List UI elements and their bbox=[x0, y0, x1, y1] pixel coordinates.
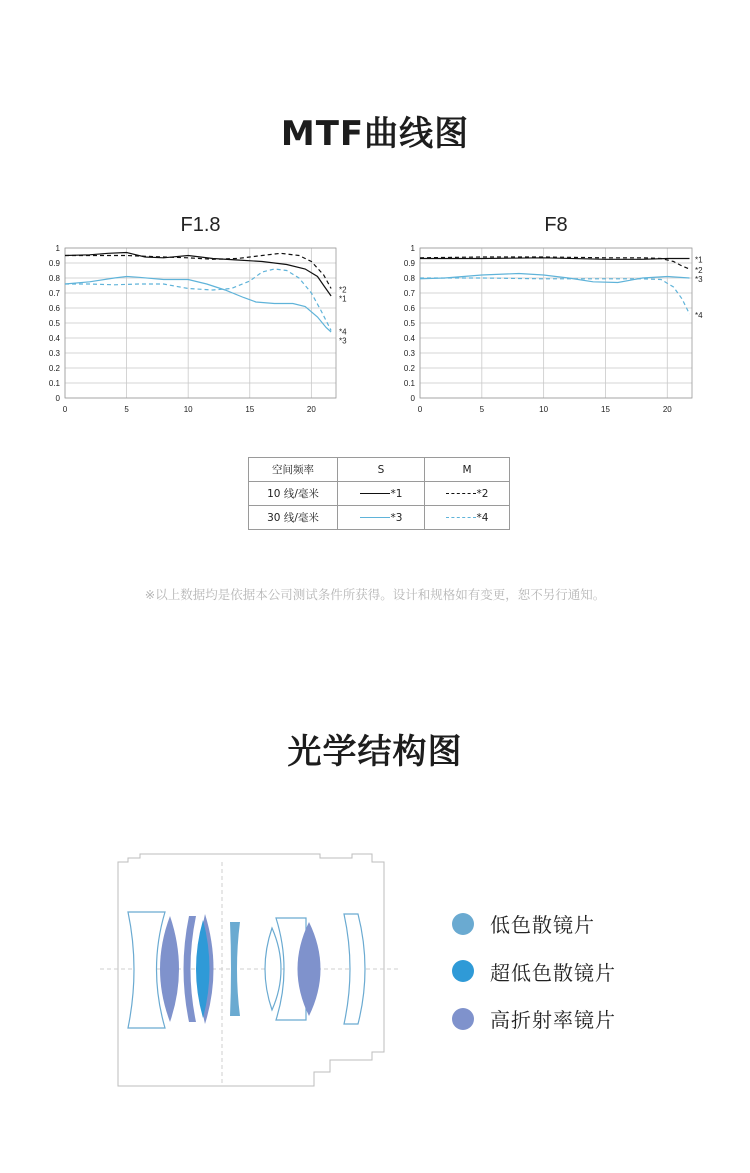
solid-black-line-icon bbox=[360, 493, 390, 494]
x-tick-label: 20 bbox=[662, 405, 672, 414]
legend-header-m: M bbox=[425, 458, 510, 482]
mtf-legend-table bbox=[248, 457, 510, 530]
dashed-blue-line-icon bbox=[446, 517, 476, 518]
legend-header-s: S bbox=[338, 458, 425, 482]
series-end-label: *3 bbox=[339, 336, 347, 346]
ultra-low-dispersion-dot-icon bbox=[452, 960, 474, 982]
lens-element-low-dispersion bbox=[276, 918, 306, 1020]
y-tick-label: 1 bbox=[55, 244, 60, 253]
y-tick-label: 0.7 bbox=[48, 289, 60, 298]
x-tick-label: 20 bbox=[306, 405, 316, 414]
mtf-charts bbox=[0, 0, 750, 440]
y-tick-label: 0 bbox=[410, 394, 415, 403]
disclaimer-note: ※以上数据均是依据本公司测试条件所获得。设计和规格如有变更，恕不另行通知。 bbox=[144, 587, 606, 602]
x-tick-label: 5 bbox=[124, 405, 129, 414]
optics-section-title: 光学结构图 bbox=[287, 732, 463, 772]
y-tick-label: 0.6 bbox=[48, 304, 60, 313]
y-tick-label: 0.9 bbox=[48, 259, 60, 268]
y-tick-label: 0.3 bbox=[403, 349, 415, 358]
lens-element-high-refraction bbox=[160, 916, 179, 1022]
y-tick-label: 1 bbox=[410, 244, 415, 253]
series-line bbox=[420, 278, 690, 314]
series-line bbox=[65, 277, 331, 333]
legend-series-label: *3 bbox=[390, 511, 403, 524]
low-dispersion-dot-icon bbox=[452, 913, 474, 935]
legend-high-refraction bbox=[452, 995, 616, 1043]
legend-header-frequency: 空间频率 bbox=[249, 458, 338, 482]
lens-element-low-dispersion bbox=[344, 914, 365, 1024]
lens-elements bbox=[128, 912, 365, 1028]
legend-label: 高折射率镜片 bbox=[490, 1008, 616, 1033]
x-tick-label: 10 bbox=[539, 405, 549, 414]
y-tick-label: 0.2 bbox=[403, 364, 415, 373]
y-tick-label: 0.1 bbox=[48, 379, 60, 388]
y-tick-label: 0.3 bbox=[48, 349, 60, 358]
series-line bbox=[420, 258, 690, 260]
legend-swatch-2 bbox=[425, 482, 510, 506]
x-tick-label: 15 bbox=[601, 405, 610, 414]
dashed-black-line-icon bbox=[446, 493, 476, 494]
legend-series-label: *4 bbox=[476, 511, 489, 524]
y-tick-label: 0 bbox=[55, 394, 60, 403]
y-tick-label: 0.9 bbox=[403, 259, 415, 268]
legend-header-row bbox=[249, 458, 510, 482]
legend-row bbox=[249, 482, 510, 506]
series-end-label: *2 bbox=[339, 285, 347, 295]
y-tick-label: 0.5 bbox=[403, 319, 415, 328]
legend-swatch-4 bbox=[425, 506, 510, 530]
legend-series-label: *1 bbox=[390, 487, 403, 500]
legend-row-label: 30 线/毫米 bbox=[249, 506, 338, 530]
series-end-label: *1 bbox=[339, 294, 347, 304]
y-tick-label: 0.2 bbox=[48, 364, 60, 373]
y-tick-label: 0.4 bbox=[403, 334, 415, 343]
series-end-label: *3 bbox=[695, 275, 703, 284]
y-tick-label: 0.6 bbox=[403, 304, 415, 313]
legend-low-dispersion bbox=[452, 900, 616, 948]
y-tick-label: 0.4 bbox=[48, 334, 60, 343]
y-tick-label: 0.7 bbox=[403, 289, 415, 298]
y-tick-label: 0.5 bbox=[48, 319, 60, 328]
legend-swatch-3 bbox=[338, 506, 425, 530]
series-end-label: *2 bbox=[695, 266, 703, 275]
series-line bbox=[65, 253, 331, 288]
x-tick-label: 5 bbox=[479, 405, 485, 414]
legend-swatch-1 bbox=[338, 482, 425, 506]
legend-ultra-low-dispersion bbox=[452, 948, 616, 996]
lens-element-high-refraction bbox=[184, 916, 197, 1022]
legend-label: 低色散镜片 bbox=[490, 913, 595, 938]
lens-barrel-outline bbox=[118, 854, 384, 1086]
series-end-label: *1 bbox=[695, 255, 703, 265]
lens-legend bbox=[452, 900, 616, 1043]
chart-title: F8 bbox=[544, 214, 568, 236]
chart-title: F1.8 bbox=[180, 214, 221, 236]
lens-element-low-dispersion bbox=[265, 928, 281, 1010]
x-tick-label: 0 bbox=[62, 405, 68, 414]
lens-element-low-dispersion bbox=[128, 912, 165, 1028]
y-tick-label: 0.1 bbox=[403, 379, 415, 388]
high-refraction-dot-icon bbox=[452, 1008, 474, 1030]
x-tick-label: 15 bbox=[245, 405, 255, 414]
x-tick-label: 0 bbox=[417, 405, 423, 414]
lens-element-high-refraction bbox=[199, 914, 214, 1024]
y-tick-label: 0.8 bbox=[48, 274, 60, 283]
lens-element-high-refraction bbox=[298, 922, 321, 1016]
lens-element-ultra-low-dispersion bbox=[196, 920, 210, 1018]
legend-row-label: 10 线/毫米 bbox=[249, 482, 338, 506]
y-tick-label: 0.8 bbox=[403, 274, 415, 283]
legend-series-label: *2 bbox=[476, 487, 489, 500]
x-tick-label: 10 bbox=[183, 405, 193, 414]
series-end-label: *4 bbox=[695, 311, 703, 320]
legend-row bbox=[249, 506, 510, 530]
solid-blue-line-icon bbox=[360, 517, 390, 518]
legend-label: 超低色散镜片 bbox=[490, 960, 616, 985]
lens-element-low-dispersion bbox=[230, 922, 240, 1016]
mtf-section-title: MTF曲线图 bbox=[280, 114, 470, 154]
series-end-label: *4 bbox=[339, 327, 347, 337]
